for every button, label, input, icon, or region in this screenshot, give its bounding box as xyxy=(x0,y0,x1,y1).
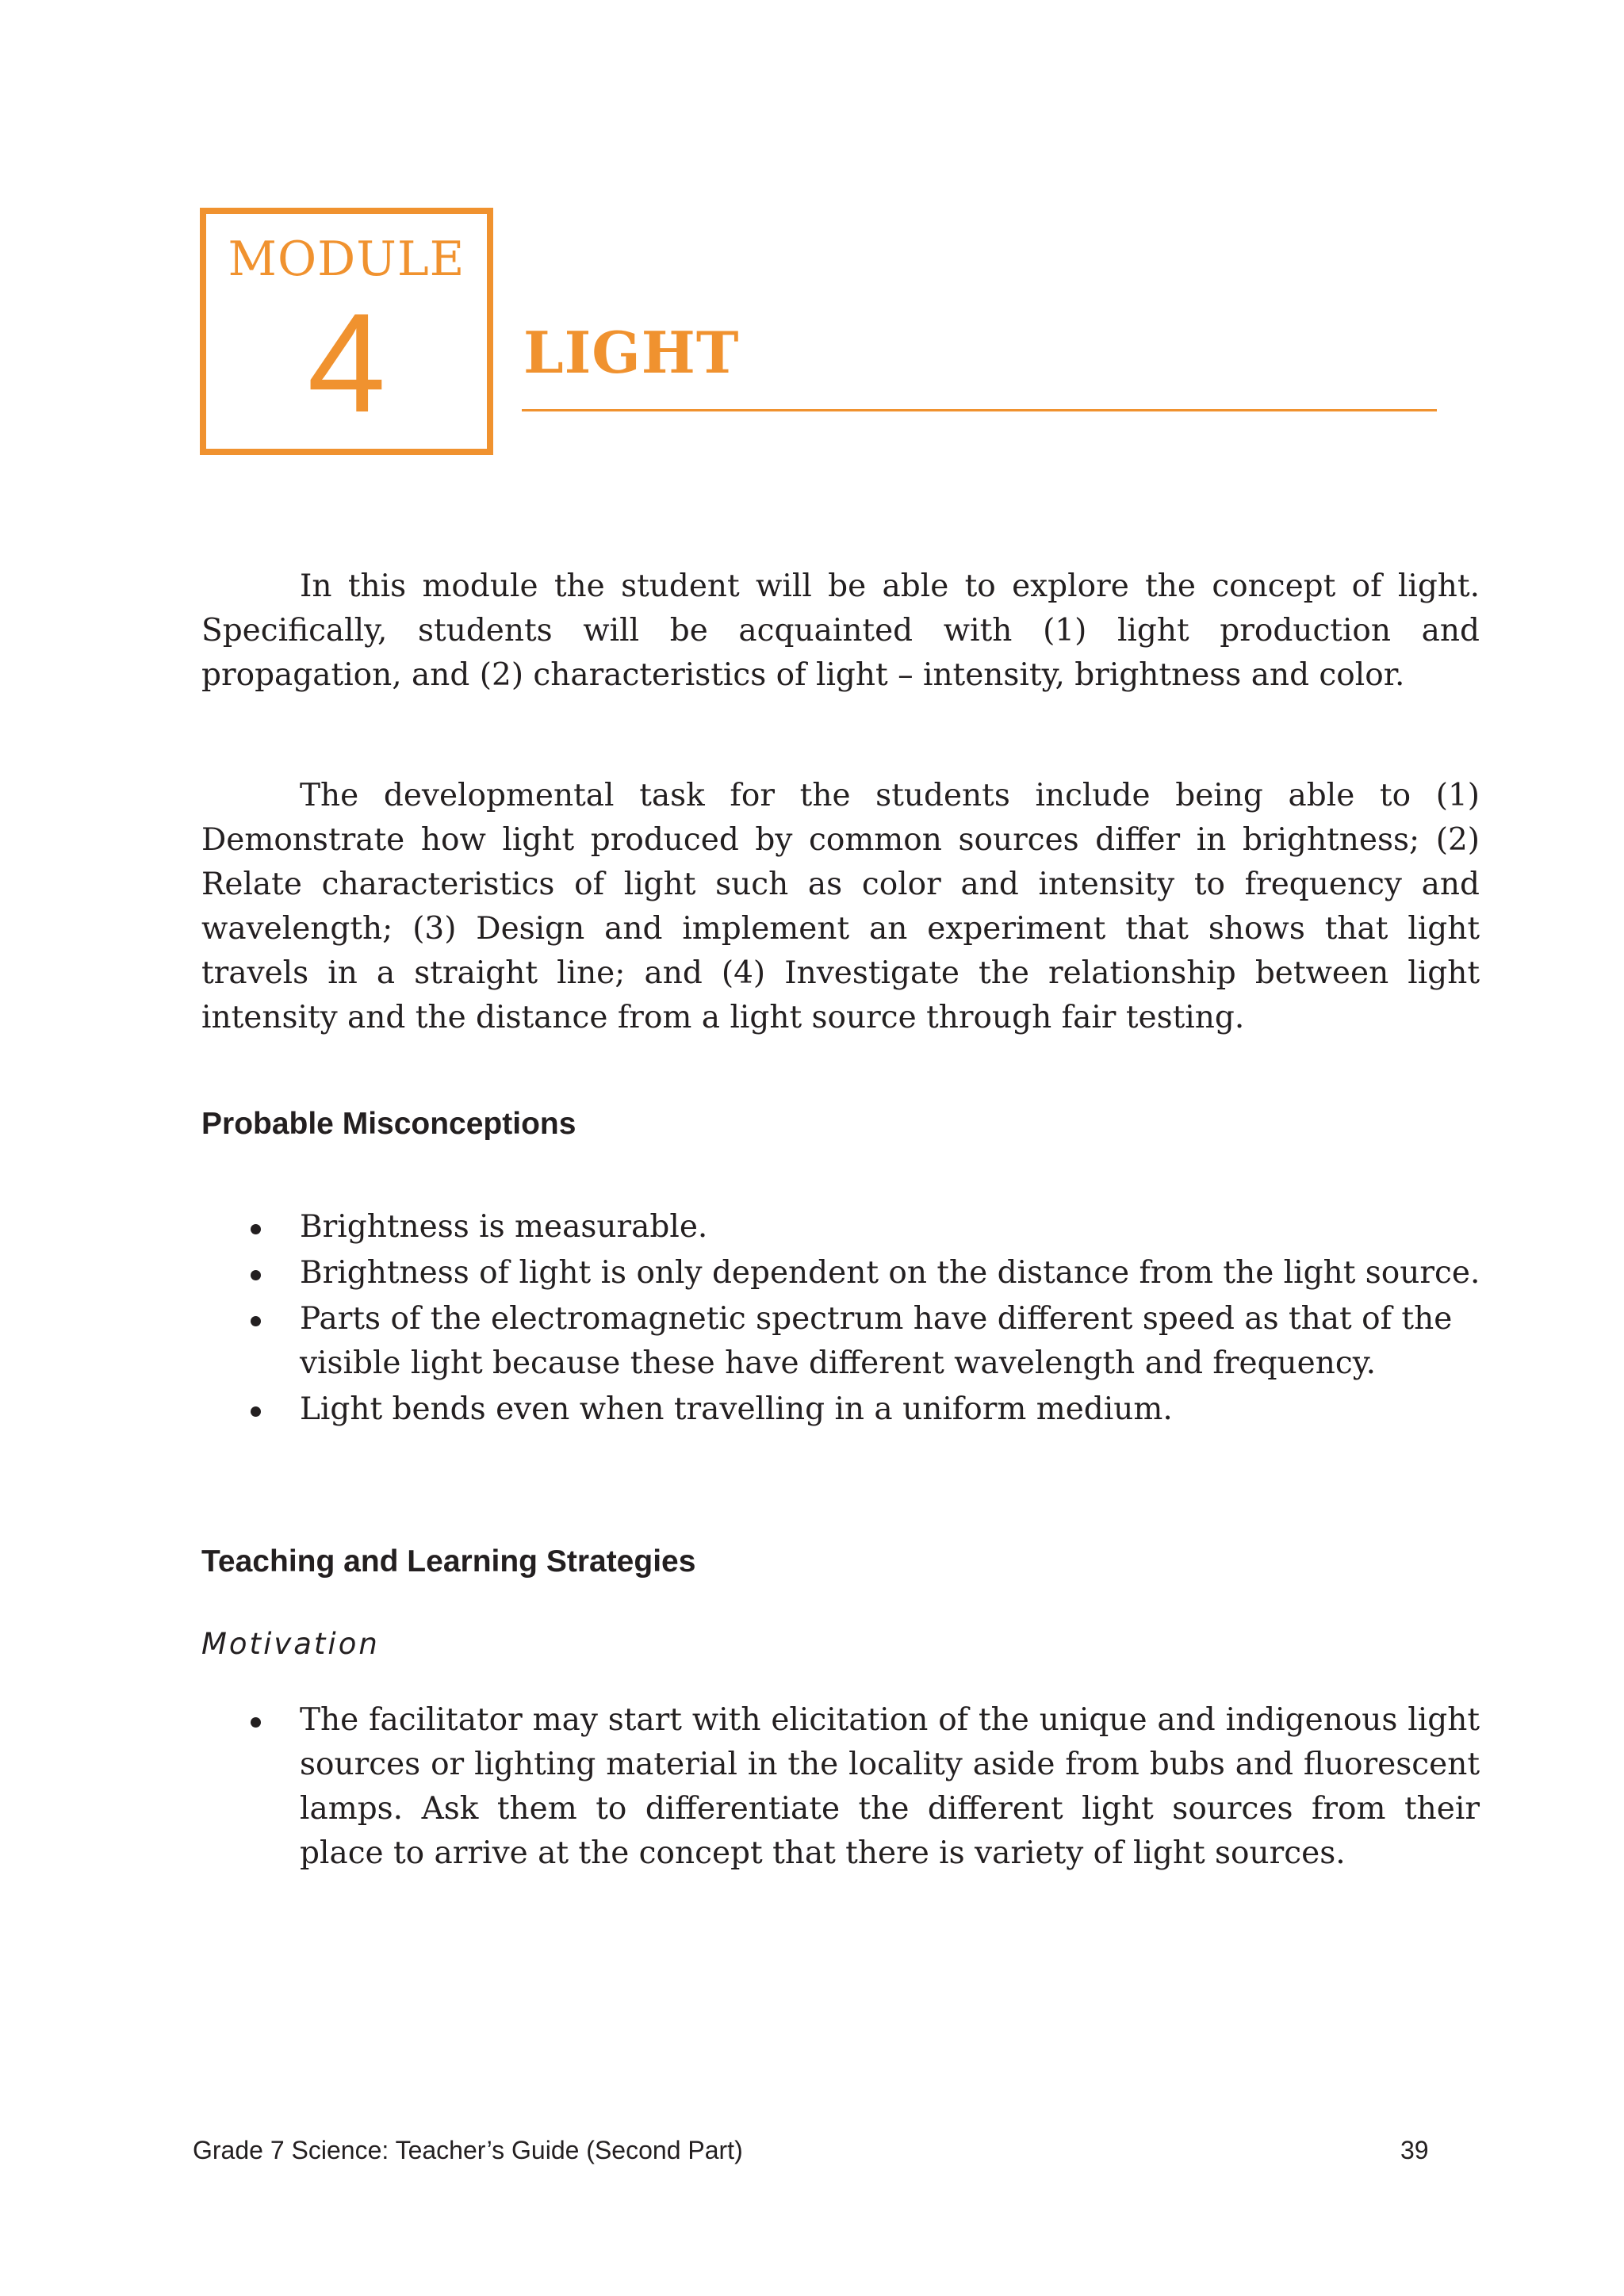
misconceptions-list xyxy=(201,1205,1480,1433)
motivation-list xyxy=(201,1698,1480,1877)
title-underline xyxy=(522,409,1437,411)
bullet-icon xyxy=(251,1224,261,1234)
list-item-text: The facilitator may start with elicitation of the unique and indigenous light sources or lighting material in the locality aside from bubs and fluorescent lamps. Ask them to differentiate the different light sources from their place to arrive at the concept that there is variety of light sources. xyxy=(300,1702,1480,1871)
intro-paragraph-2: The developmental task for the students include being able to (1) Demonstrate how light produced by common sources differ in brightness; (2) Relate characteristics of light such as color and intensity to frequency and wavelength; (3) Design and implement an experiment that shows that light travels in a straight line; and (4) Investigate the relationship between light intensity and the distance from a light source through fair testing. xyxy=(201,778,1480,1035)
bullet-icon xyxy=(251,1316,261,1326)
list-item-text: Brightness is measurable. xyxy=(300,1209,708,1245)
chapter-title: LIGHT xyxy=(523,319,740,386)
list-item xyxy=(201,1698,1480,1876)
module-badge xyxy=(200,208,493,455)
list-item-text: Light bends even when travelling in a uniform medium. xyxy=(300,1391,1173,1427)
list-item-text: Parts of the electromagnetic spectrum have different speed as that of the visible light because these have different wavelength and frequency. xyxy=(300,1301,1453,1381)
footer-page-number: 39 xyxy=(1400,2136,1429,2164)
bullet-icon xyxy=(251,1406,261,1417)
list-item xyxy=(201,1297,1480,1386)
list-item-text: Brightness of light is only dependent on the distance from the light source. xyxy=(300,1255,1480,1291)
intro-paragraph-1: In this module the student will be able to explore the concept of light. Specifically, students will be acquainted with (1) light production and propagation, and (2) characteristics of light – intensity, brightness and color. xyxy=(201,568,1480,693)
bullet-icon xyxy=(251,1270,261,1280)
module-label: MODULE xyxy=(228,232,465,287)
list-item xyxy=(201,1205,1480,1249)
list-item xyxy=(201,1251,1480,1295)
bullet-icon xyxy=(251,1717,261,1728)
motivation-subheading: Motivation xyxy=(201,1627,380,1661)
footer-book-title: Grade 7 Science: Teacher’s Guide (Second Part) xyxy=(193,2136,743,2164)
module-number: 4 xyxy=(307,284,386,442)
strategies-heading: Teaching and Learning Strategies xyxy=(201,1544,696,1578)
misconceptions-heading: Probable Misconceptions xyxy=(201,1107,576,1141)
list-item xyxy=(201,1387,1480,1432)
